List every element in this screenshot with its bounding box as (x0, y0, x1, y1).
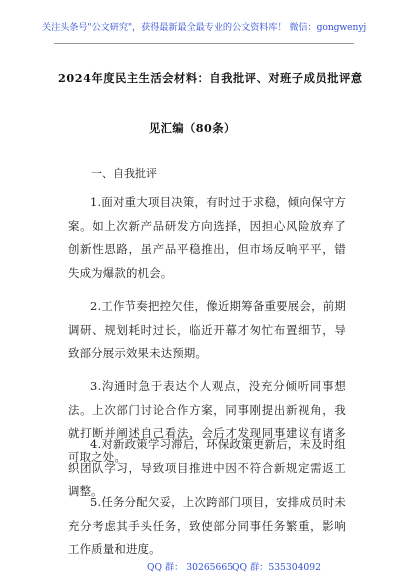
footer-qq-group-right: QQ 群：535304092 (232, 562, 321, 573)
section-heading-self-criticism: 一、自我批评 (91, 167, 157, 180)
header-banner: 关注头条号"公文研究"，获得最新最全最专业的公文资料库！ 微信：gongwenyj (42, 22, 367, 33)
paragraph-item-1: 1.面对重大项目决策，有时过于求稳，倾向保守方案。如上次新产品研发方向选择，因担心风险放弃了创新性思路，虽产品平稳推出，但市场反响平平，错失成为爆款的机会。 (68, 195, 346, 280)
header-divider (54, 43, 354, 44)
paragraph-item-3: 3.沟通时急于表达个人观点，没充分倾听同事想法。上次部门讨论合作方案，同事刚提出新视角，我就打断并阐述自己看法，会后才发现同事建议有诸多可取之处。 (68, 379, 346, 464)
paragraph-item-5: 5.任务分配欠妥，上次跨部门项目，安排成员时未充分考虑其手头任务，致使部分同事任务繁重，影响工作质量和进度。 (68, 495, 346, 556)
document-title-line-1: 2024年度民主生活会材料：自我批评、对班子成员批评意 (58, 71, 363, 85)
paragraph-item-4: 4.对新政策学习滞后，环保政策更新后，未及时组织团队学习，导致项目推进中因不符合新规定需返工调整。 (68, 437, 346, 498)
footer-qq-group-left: QQ 群： 30265665 (147, 562, 234, 573)
paragraph-item-2: 2.工作节奏把控欠佳，像近期筹备重要展会，前期调研、规划耗时过长，临近开幕才匆忙布置细节，导致部分展示效果未达预期。 (68, 299, 346, 360)
document-title-line-2: 见汇编（80条） (149, 121, 236, 135)
